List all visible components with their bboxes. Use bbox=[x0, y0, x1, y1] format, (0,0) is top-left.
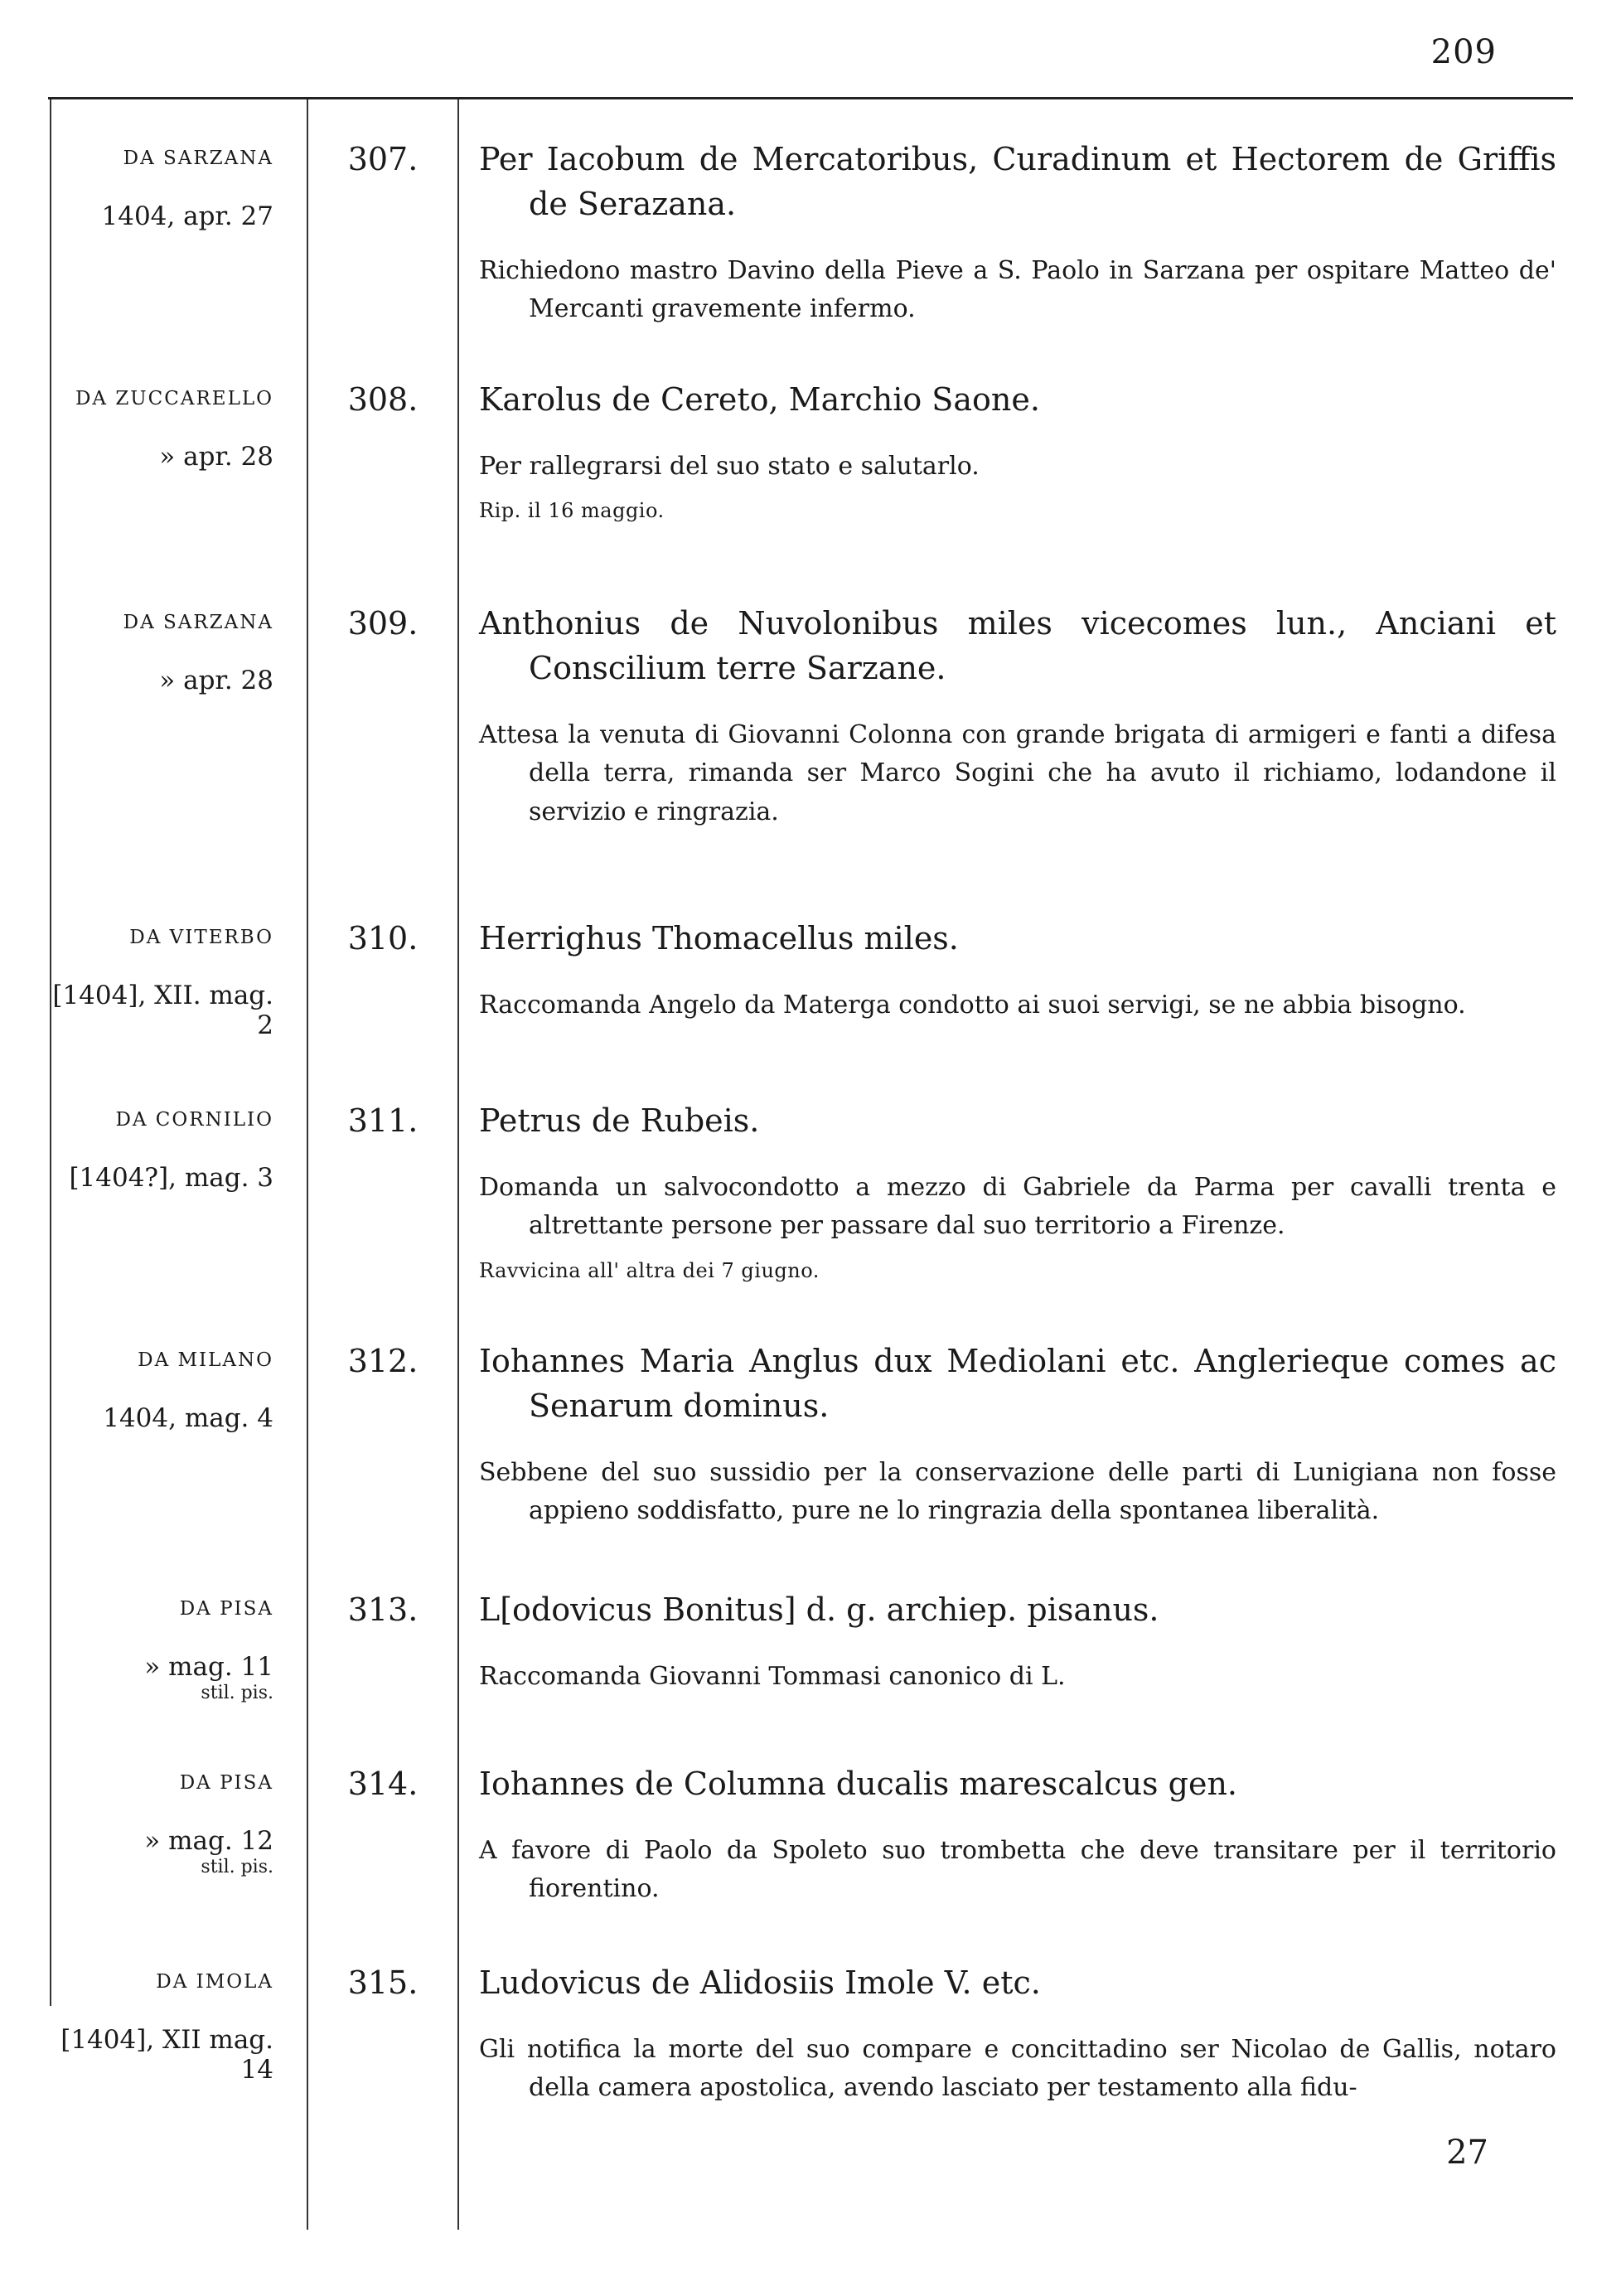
entry-summary: Gli notifica la morte del suo compare e concittadino ser Nicolao de Gallis, notaro della camera apostolica, avendo lasciato per testamento alla fidu- bbox=[479, 2034, 1556, 2103]
entry-date-style: stil. pis. bbox=[201, 1682, 273, 1703]
register-entry bbox=[0, 903, 1621, 1086]
register-entry bbox=[0, 1749, 1621, 1948]
header-rule bbox=[48, 97, 1573, 99]
entry-sender: Herrighus Thomacellus miles. bbox=[479, 920, 959, 957]
register-entry bbox=[0, 124, 1621, 365]
entry-sender: L[odovicus Bonitus] d. g. archiep. pisanus. bbox=[479, 1591, 1159, 1628]
entry-origin-date bbox=[50, 1326, 273, 1434]
entry-number: 307. bbox=[347, 141, 419, 177]
entry-sender: Iohannes de Columna ducalis marescalcus gen. bbox=[479, 1766, 1238, 1802]
entry-content bbox=[479, 1749, 1556, 1909]
entry-place: DA PISA bbox=[179, 1598, 273, 1620]
entry-place: DA MILANO bbox=[138, 1349, 273, 1371]
entry-date: [1404], XII mag. 14 bbox=[60, 2025, 273, 2085]
entry-origin-date bbox=[50, 1086, 273, 1194]
entry-origin-date bbox=[50, 1749, 273, 1877]
entry-content bbox=[479, 124, 1556, 329]
register-entry bbox=[0, 1326, 1621, 1575]
entry-date: [1404?], mag. 3 bbox=[69, 1163, 273, 1193]
entry-summary: Raccomanda Angelo da Materga condotto ai suoi servigi, se ne abbia bisogno. bbox=[479, 990, 1466, 1020]
entry-content bbox=[479, 1326, 1556, 1531]
entry-sender: Ludovicus de Alidosiis Imole V. etc. bbox=[479, 1964, 1041, 2001]
entry-content bbox=[479, 365, 1556, 522]
entry-date: 1404, apr. 27 bbox=[101, 201, 273, 231]
entry-number: 310. bbox=[347, 920, 419, 957]
entry-origin-date bbox=[50, 1948, 273, 2085]
entry-origin-date bbox=[50, 1575, 273, 1703]
entry-sender: Per Iacobum de Mercatoribus, Curadinum et Hectorem de Griffis de Serazana. bbox=[479, 141, 1556, 222]
entry-number: 315. bbox=[347, 1964, 419, 2001]
entry-content bbox=[479, 1086, 1556, 1282]
entry-content bbox=[479, 1575, 1556, 1696]
entry-sender: Petrus de Rubeis. bbox=[479, 1102, 760, 1139]
entry-number: 313. bbox=[347, 1591, 419, 1628]
entry-summary: Per rallegrarsi del suo stato e salutarlo. bbox=[479, 451, 980, 481]
entry-summary: Sebbene del suo sussidio per la conservazione delle parti di Lunigiana non fosse appieno soddisfatto, pure ne lo ringrazia della spontanea liberalità. bbox=[479, 1457, 1556, 1526]
entry-place: DA IMOLA bbox=[156, 1971, 273, 1993]
entry-place: DA VITERBO bbox=[129, 927, 273, 948]
entry-date: » apr. 28 bbox=[159, 442, 273, 472]
entry-place: DA SARZANA bbox=[123, 148, 273, 169]
entry-number: 314. bbox=[347, 1766, 419, 1802]
entry-note: Rip. il 16 maggio. bbox=[479, 499, 665, 523]
entry-origin-date bbox=[50, 365, 273, 472]
register-entry bbox=[0, 1948, 1621, 2188]
entry-place: DA CORNILIO bbox=[115, 1109, 273, 1131]
entry-date: » mag. 12 bbox=[144, 1826, 273, 1856]
entry-content bbox=[479, 903, 1556, 1024]
entry-origin-date bbox=[50, 124, 273, 232]
entry-summary: Domanda un salvocondotto a mezzo di Gabriele da Parma per cavalli trenta e altrettante persone per passare dal suo territorio a Firenze. bbox=[479, 1172, 1556, 1241]
entry-date: 1404, mag. 4 bbox=[103, 1403, 273, 1433]
register-entry bbox=[0, 365, 1621, 589]
entry-summary: Attesa la venuta di Giovanni Colonna con grande brigata di armigeri e fanti a difesa della terra, rimanda ser Marco Sogini che ha avuto il richiamo, lodandone il servizio e ringrazia. bbox=[479, 719, 1556, 826]
entry-number: 308. bbox=[347, 381, 419, 418]
entry-date: [1404], XII. mag. 2 bbox=[52, 981, 273, 1040]
entry-number: 312. bbox=[347, 1343, 419, 1379]
entry-origin-date bbox=[50, 589, 273, 696]
entry-origin-date bbox=[50, 903, 273, 1040]
entry-content bbox=[479, 1948, 1556, 2108]
entry-place: DA PISA bbox=[179, 1772, 273, 1794]
entry-summary: Richiedono mastro Davino della Pieve a S. Paolo in Sarzana per ospitare Matteo de' Mercanti gravemente infermo. bbox=[479, 255, 1556, 324]
entry-summary: Raccomanda Giovanni Tommasi canonico di L. bbox=[479, 1661, 1066, 1691]
entry-place: DA ZUCCARELLO bbox=[75, 388, 273, 409]
entry-date-style: stil. pis. bbox=[201, 1856, 273, 1877]
entry-place: DA SARZANA bbox=[123, 612, 273, 633]
entry-number: 311. bbox=[347, 1102, 419, 1139]
entry-date: » apr. 28 bbox=[159, 666, 273, 695]
register-entries bbox=[0, 124, 1621, 2188]
sheet-signature-number: 27 bbox=[1446, 2134, 1488, 2172]
entry-number: 309. bbox=[347, 605, 419, 642]
register-entry bbox=[0, 589, 1621, 903]
entry-date: » mag. 11 bbox=[144, 1652, 273, 1682]
page-number: 209 bbox=[1430, 33, 1497, 71]
entry-sender: Iohannes Maria Anglus dux Mediolani etc. Anglerieque comes ac Senarum dominus. bbox=[479, 1343, 1556, 1424]
entry-sender: Anthonius de Nuvolonibus miles vicecomes lun., Anciani et Conscilium terre Sarzane. bbox=[479, 605, 1556, 686]
entry-note: Ravvicina all' altra dei 7 giugno. bbox=[479, 1258, 820, 1282]
register-entry bbox=[0, 1575, 1621, 1749]
entry-sender: Karolus de Cereto, Marchio Saone. bbox=[479, 381, 1040, 418]
register-entry bbox=[0, 1086, 1621, 1326]
entry-content bbox=[479, 589, 1556, 831]
entry-summary: A favore di Paolo da Spoleto suo trombetta che deve transitare per il territorio fiorentino. bbox=[479, 1835, 1556, 1904]
